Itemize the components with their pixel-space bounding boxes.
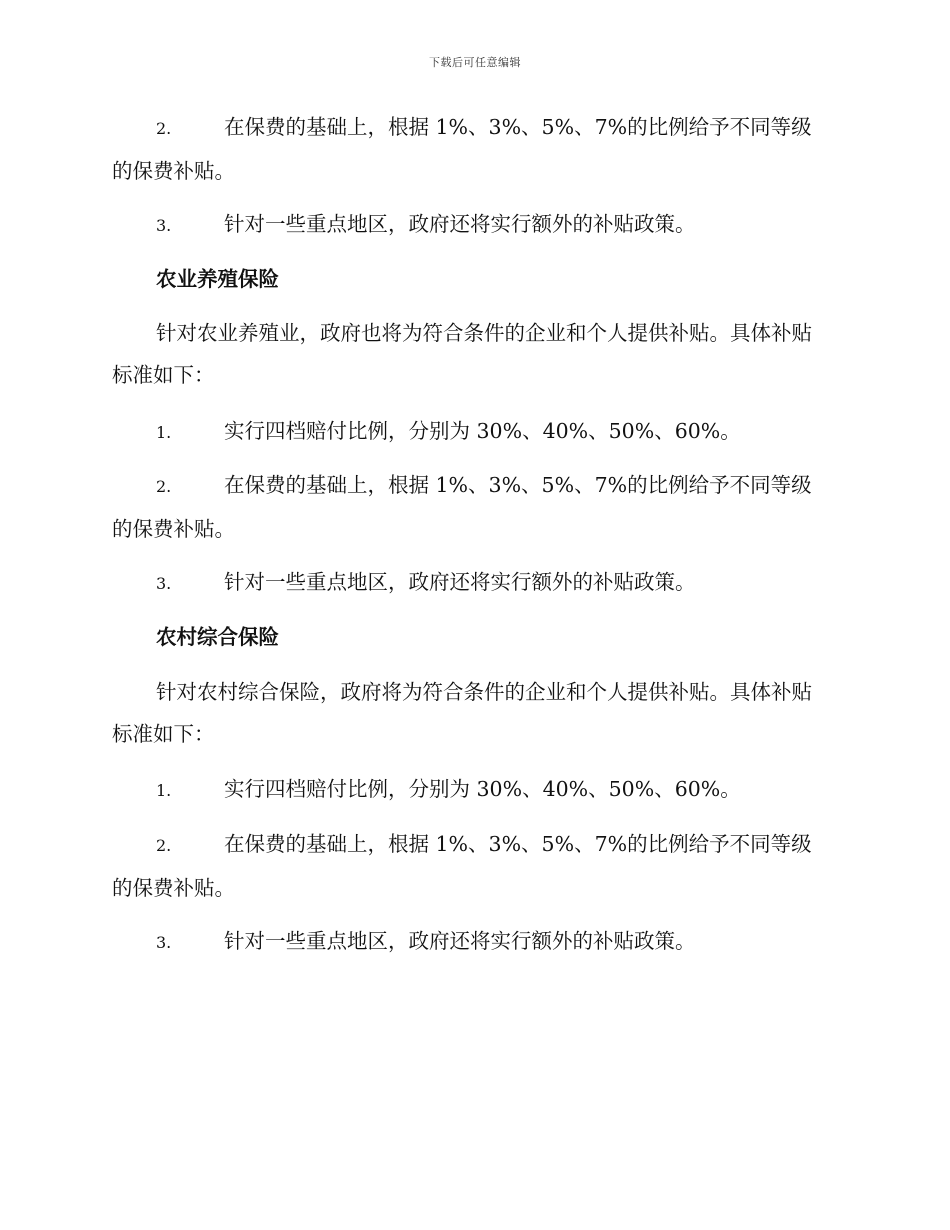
list-item-number: 2. — [156, 836, 172, 855]
section-heading: 农村综合保险 — [156, 625, 279, 649]
section-heading: 农业养殖保险 — [156, 267, 279, 291]
list-item-number: 1. — [156, 781, 172, 800]
page-header-note: 下载后可任意编辑 — [429, 56, 521, 69]
list-item-number: 1. — [156, 423, 172, 442]
list-item — [112, 920, 832, 964]
list-item-text: 实行四档赔付比例，分别为 30%、40%、50%、60%。 — [224, 419, 741, 443]
section-intro: 针对农村综合保险，政府将为符合条件的企业和个人提供补贴。具体补贴标准如下： — [112, 680, 812, 746]
list-item-text: 针对一些重点地区，政府还将实行额外的补贴政策。 — [224, 570, 696, 594]
list-item-text: 针对一些重点地区，政府还将实行额外的补贴政策。 — [224, 929, 696, 953]
list-item-number: 2. — [156, 477, 172, 496]
list-item — [112, 561, 832, 605]
list-item — [112, 823, 832, 909]
list-item — [112, 203, 832, 247]
list-item-number: 2. — [156, 119, 172, 138]
list-item — [112, 768, 832, 812]
list-item-number: 3. — [156, 216, 172, 235]
list-item — [112, 410, 832, 454]
list-item-text: 在保费的基础上，根据 1%、3%、5%、7%的比例给予不同等级的保费补贴。 — [112, 473, 812, 541]
list-item-text: 针对一些重点地区，政府还将实行额外的补贴政策。 — [224, 212, 696, 236]
list-item-text: 在保费的基础上，根据 1%、3%、5%、7%的比例给予不同等级的保费补贴。 — [112, 832, 812, 900]
list-item-number: 3. — [156, 574, 172, 593]
list-item-text: 实行四档赔付比例，分别为 30%、40%、50%、60%。 — [224, 777, 741, 801]
section-intro: 针对农业养殖业，政府也将为符合条件的企业和个人提供补贴。具体补贴标准如下： — [112, 321, 812, 387]
list-item — [112, 106, 832, 192]
list-item-text: 在保费的基础上，根据 1%、3%、5%、7%的比例给予不同等级的保费补贴。 — [112, 115, 812, 183]
list-item-number: 3. — [156, 933, 172, 952]
list-item — [112, 464, 832, 550]
